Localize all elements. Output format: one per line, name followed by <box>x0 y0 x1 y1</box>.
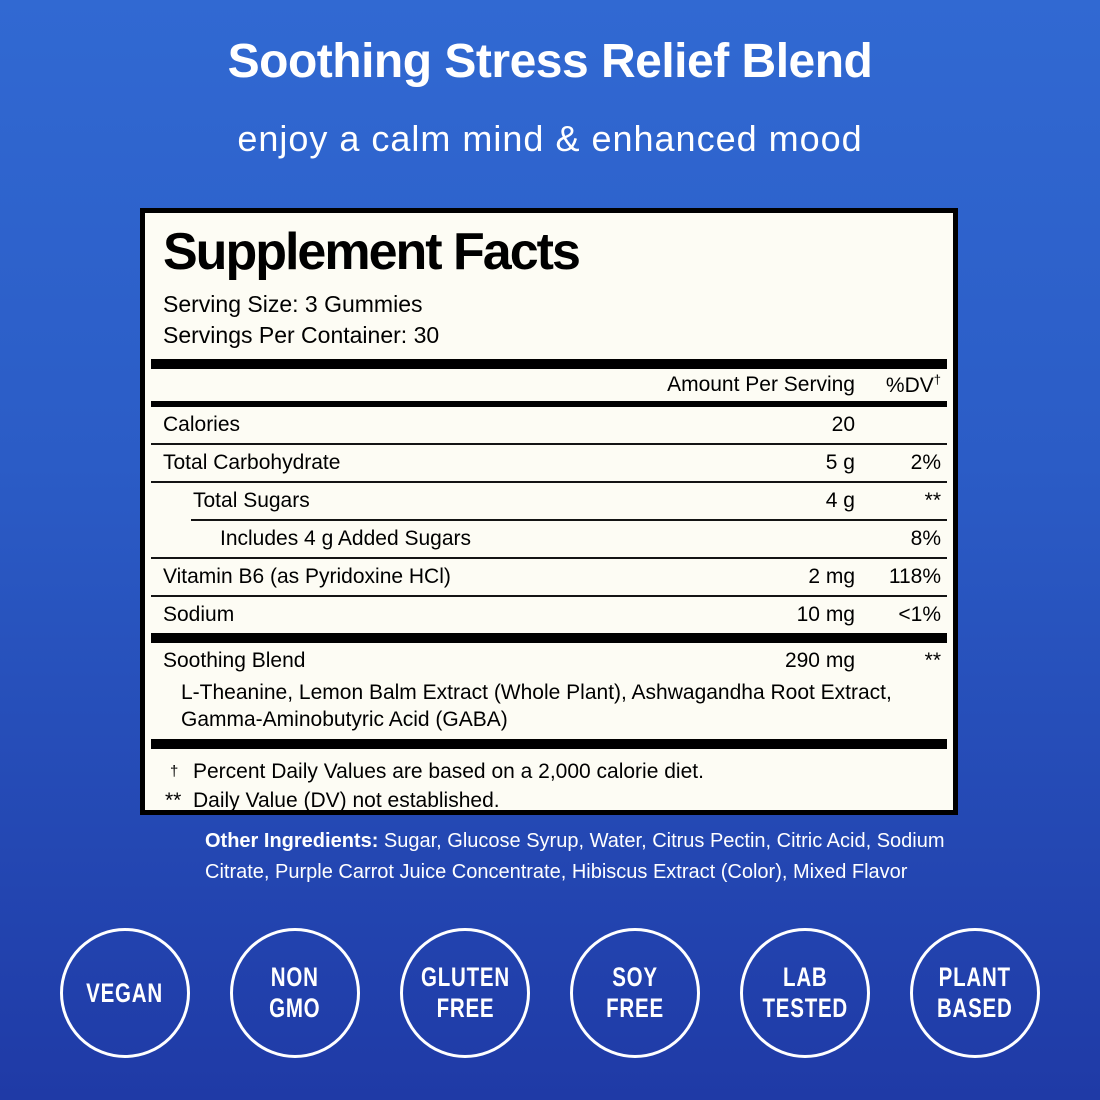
row-amount: 20 <box>831 413 855 436</box>
badge-plant-based <box>910 928 1040 1058</box>
badge-label: TESTED <box>762 993 848 1023</box>
row-name: Soothing Blend <box>163 649 306 672</box>
serving-size: Serving Size: 3 Gummies <box>163 291 423 317</box>
row-dv: <1% <box>898 603 941 626</box>
row-dv: 118% <box>888 565 941 588</box>
table-row-total-carbohydrate <box>151 445 947 481</box>
column-header-dv: %DV† <box>885 372 941 397</box>
badge-label: FREE <box>606 993 664 1023</box>
footnote-dv-not-established <box>151 786 947 815</box>
dagger-mark: † <box>933 372 941 387</box>
table-row-added-sugars <box>151 521 947 557</box>
row-amount: 290 mg <box>784 649 855 672</box>
badge-label: NON <box>271 962 319 992</box>
badge-label: LAB <box>782 962 828 992</box>
badge-label: VEGAN <box>86 977 164 1008</box>
supplement-facts-heading: Supplement Facts <box>163 223 579 281</box>
row-name: Total Sugars <box>193 489 310 512</box>
other-ingredients-line: Other Ingredients: Sugar, Glucose Syrup, Water, Citrus Pectin, Citric Acid, Sodium <box>205 830 945 852</box>
other-ingredients-line: Citrate, Purple Carrot Juice Concentrate, Hibiscus Extract (Color), Mixed Flavor <box>205 861 908 883</box>
badge-non-gmo <box>230 928 360 1058</box>
nutrition-table-header <box>151 369 947 401</box>
badge-label: PLANT <box>938 962 1012 992</box>
feature-badges-row <box>0 928 1100 1058</box>
table-row-soothing-blend <box>151 643 947 679</box>
row-amount: 10 mg <box>796 603 855 626</box>
row-name: Includes 4 g Added Sugars <box>220 527 472 550</box>
badge-label: GLUTEN <box>420 962 510 992</box>
row-amount: 2 mg <box>808 565 855 588</box>
footnote-daily-values <box>151 757 947 786</box>
servings-per-container: Servings Per Container: 30 <box>163 322 440 348</box>
footnote-marker: † <box>170 763 179 780</box>
footnote-text: Percent Daily Values are based on a 2,000 calorie diet. <box>193 760 704 783</box>
product-subtitle: enjoy a calm mind & enhanced mood <box>237 118 863 159</box>
product-title: Soothing Stress Relief Blend <box>227 35 873 88</box>
row-name: Calories <box>163 413 241 436</box>
footnote-text: Daily Value (DV) not established. <box>193 789 500 812</box>
row-name: Vitamin B6 (as Pyridoxine HCl) <box>163 565 451 588</box>
badge-label: FREE <box>436 993 494 1023</box>
badge-vegan <box>60 928 190 1058</box>
table-row-calories <box>151 407 947 443</box>
badge-label: BASED <box>937 993 1013 1023</box>
row-dv: ** <box>924 489 941 512</box>
row-dv: ** <box>924 649 941 672</box>
badge-soy-free <box>570 928 700 1058</box>
row-dv: 2% <box>910 451 941 474</box>
row-name: Sodium <box>163 603 235 626</box>
badge-gluten-free <box>400 928 530 1058</box>
table-row-total-sugars <box>151 483 947 519</box>
supplement-facts-panel <box>140 208 958 815</box>
row-name: Total Carbohydrate <box>163 451 341 474</box>
badge-label: SOY <box>612 962 658 992</box>
row-amount: 5 g <box>825 451 855 474</box>
table-row-sodium <box>151 597 947 633</box>
separator-bar-thick <box>151 359 947 369</box>
other-ingredients-label: Other Ingredients: <box>205 830 379 852</box>
row-amount: 4 g <box>825 489 855 512</box>
row-dv: 8% <box>910 527 941 550</box>
footnote-marker: ** <box>165 789 182 812</box>
separator-bar-thick <box>151 633 947 643</box>
other-ingredients <box>205 826 945 888</box>
footnotes <box>151 757 947 815</box>
badge-label: GMO <box>269 993 321 1023</box>
separator-bar-thick <box>151 739 947 749</box>
table-row-vitamin-b6 <box>151 559 947 595</box>
badge-lab-tested <box>740 928 870 1058</box>
blend-ingredients-description: L-Theanine, Lemon Balm Extract (Whole Plant), Ashwagandha Root Extract, Gamma-Aminobutyric Acid (GABA) <box>181 681 892 731</box>
column-header-amount: Amount Per Serving <box>667 373 855 396</box>
